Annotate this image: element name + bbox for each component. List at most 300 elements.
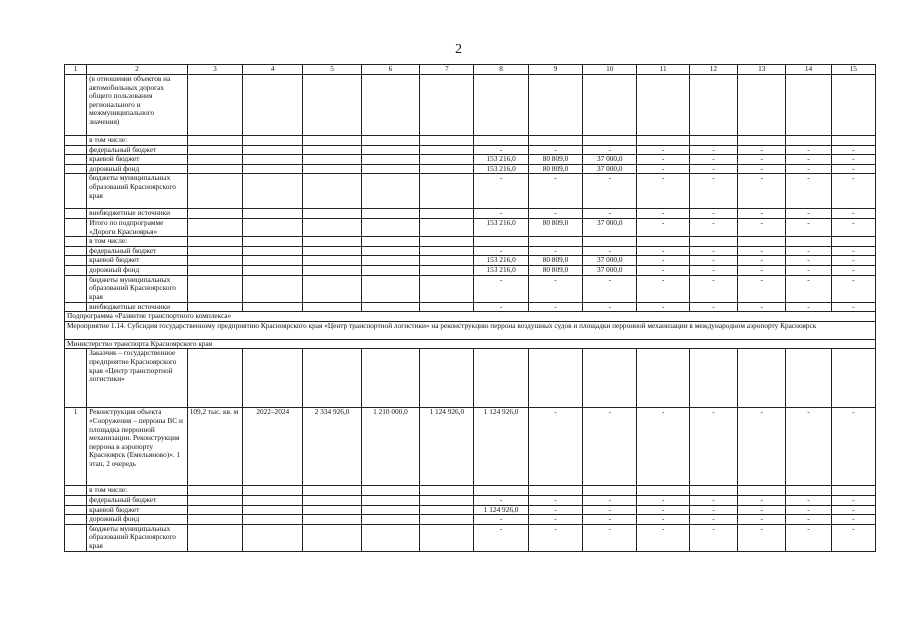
value-cell: -: [689, 302, 737, 312]
row-label: краевой бюджет: [87, 505, 188, 515]
object-name: Реконструкция объекта «Сооружения – перроны ВС и площадка перронной механизации. Реконструкция перрона в аэропорту Красноярск (Емельяново)». 1 этап, 2 очередь: [87, 408, 188, 486]
table-cell: [420, 265, 474, 275]
value-cell: -: [738, 524, 786, 551]
table-cell: [65, 275, 87, 302]
table-row: [65, 524, 876, 551]
table-cell: [361, 246, 419, 256]
table-cell: [303, 155, 361, 165]
value-cell: -: [474, 515, 528, 525]
value-cell: -: [583, 145, 637, 155]
table-cell: [187, 302, 242, 312]
table-row: [65, 349, 876, 408]
value-cell: -: [474, 246, 528, 256]
value-cell: -: [637, 515, 689, 525]
table-cell: [361, 505, 419, 515]
table-cell: [65, 246, 87, 256]
table-cell: [65, 218, 87, 236]
table-cell: [303, 218, 361, 236]
table-cell: [474, 486, 528, 496]
value-cell: -: [474, 145, 528, 155]
value-cell: -: [474, 524, 528, 551]
table-cell: [583, 486, 637, 496]
value-cell: 153 216,0: [474, 256, 528, 266]
table-cell: [65, 75, 87, 136]
value-cell: -: [637, 218, 689, 236]
table-cell: [528, 237, 582, 247]
value-cell: -: [528, 408, 582, 486]
value-cell: -: [528, 174, 582, 209]
value-cell: -: [831, 155, 875, 165]
table-cell: [420, 486, 474, 496]
value-cell: -: [786, 515, 831, 525]
value-cell: 153 216,0: [474, 218, 528, 236]
table-cell: [187, 136, 242, 146]
table-cell: [786, 75, 831, 136]
table-cell: [243, 524, 303, 551]
value-cell: -: [738, 515, 786, 525]
value-cell: -: [583, 505, 637, 515]
value-cell: -: [637, 302, 689, 312]
value-cell: -: [738, 256, 786, 266]
column-header: 12: [689, 65, 737, 75]
table-cell: [361, 155, 419, 165]
column-header: 4: [243, 65, 303, 75]
table-cell: [361, 515, 419, 525]
table-row: [65, 486, 876, 496]
value-cell: -: [831, 218, 875, 236]
value-cell: -: [689, 495, 737, 505]
table-row: [65, 505, 876, 515]
table-cell: [361, 145, 419, 155]
table-cell: [65, 237, 87, 247]
value-cell: -: [583, 515, 637, 525]
table-row: [65, 218, 876, 236]
table-cell: [361, 486, 419, 496]
table-cell: [420, 349, 474, 408]
value-cell: 37 000,0: [583, 218, 637, 236]
value-cell: -: [831, 209, 875, 219]
column-header: 8: [474, 65, 528, 75]
table-header-row: [65, 65, 876, 75]
table-cell: [474, 349, 528, 408]
table-cell: [420, 164, 474, 174]
column-header: 1: [65, 65, 87, 75]
table-cell: [361, 75, 419, 136]
table-row: [65, 75, 876, 136]
table-cell: [786, 237, 831, 247]
section-row: [65, 312, 876, 322]
table-cell: [243, 275, 303, 302]
table-cell: [786, 486, 831, 496]
value-cell: -: [474, 174, 528, 209]
table-cell: [303, 524, 361, 551]
value-cell: -: [831, 408, 875, 486]
table-cell: [243, 155, 303, 165]
value-cell: -: [474, 209, 528, 219]
row-label: в том числе:: [87, 136, 188, 146]
table-cell: [65, 256, 87, 266]
table-cell: [637, 136, 689, 146]
value-cell: 1 124 926,0: [474, 505, 528, 515]
value-cell: -: [637, 155, 689, 165]
table-cell: [65, 164, 87, 174]
column-header: 10: [583, 65, 637, 75]
column-header: 5: [303, 65, 361, 75]
table-cell: [689, 486, 737, 496]
value-cell: -: [689, 246, 737, 256]
table-cell: [738, 486, 786, 496]
value-cell: -: [738, 246, 786, 256]
measure-title: Мероприятие 1.14. Субсидия государственному предприятию Красноярского края «Центр транспортной логистики» на реконструкцию перрона воздушных судов и площадки перронной механизации в международном аэропорту Красноярск: [65, 321, 876, 339]
value-cell: 80 809,0: [528, 164, 582, 174]
table-cell: [420, 237, 474, 247]
table-cell: [243, 218, 303, 236]
table-cell: [303, 164, 361, 174]
table-cell: [361, 302, 419, 312]
table-cell: [187, 275, 242, 302]
table-cell: [420, 246, 474, 256]
value-cell: -: [831, 524, 875, 551]
row-label: краевой бюджет: [87, 155, 188, 165]
table-cell: [361, 495, 419, 505]
table-cell: [243, 246, 303, 256]
row-number: 1: [65, 408, 87, 486]
value-cell: -: [786, 155, 831, 165]
value-cell: -: [528, 246, 582, 256]
table-cell: [243, 505, 303, 515]
value-cell: -: [786, 145, 831, 155]
value-cell: -: [831, 265, 875, 275]
section-row: [65, 321, 876, 339]
table-cell: [420, 495, 474, 505]
value-cell: -: [474, 495, 528, 505]
value-cell: -: [583, 209, 637, 219]
table-cell: [474, 136, 528, 146]
table-cell: [303, 265, 361, 275]
value-cell: 1 210 000,0: [361, 408, 419, 486]
value-cell: -: [474, 275, 528, 302]
row-label: в том числе:: [87, 237, 188, 247]
table-cell: [243, 265, 303, 275]
table-cell: [831, 75, 875, 136]
table-cell: [361, 256, 419, 266]
table-cell: [361, 524, 419, 551]
table-cell: [474, 237, 528, 247]
table-row: [65, 246, 876, 256]
table-row: [65, 155, 876, 165]
table-cell: [65, 136, 87, 146]
table-cell: [361, 164, 419, 174]
table-cell: [303, 246, 361, 256]
value-cell: 80 809,0: [528, 218, 582, 236]
table-cell: [65, 524, 87, 551]
table-cell: [187, 218, 242, 236]
table-cell: [474, 75, 528, 136]
row-label: дорожный фонд: [87, 515, 188, 525]
row-label: бюджеты муниципальных образований Красноярского края: [87, 174, 188, 209]
row-label: дорожный фонд: [87, 265, 188, 275]
value-cell: -: [738, 209, 786, 219]
row-label: краевой бюджет: [87, 256, 188, 266]
value-cell: -: [786, 265, 831, 275]
table-row: [65, 174, 876, 209]
value-cell: -: [831, 302, 875, 312]
table-cell: [420, 145, 474, 155]
table-cell: [361, 237, 419, 247]
table-cell: [65, 495, 87, 505]
value-cell: -: [637, 246, 689, 256]
table-cell: [65, 155, 87, 165]
value-cell: -: [689, 515, 737, 525]
table-cell: [583, 349, 637, 408]
page-number: 2: [455, 42, 462, 57]
table-cell: [361, 349, 419, 408]
table-cell: [361, 136, 419, 146]
value-cell: -: [528, 145, 582, 155]
period-cell: 2022–2024: [243, 408, 303, 486]
table-cell: [65, 265, 87, 275]
column-header: 9: [528, 65, 582, 75]
value-cell: -: [786, 495, 831, 505]
value-cell: -: [689, 164, 737, 174]
table-cell: [303, 515, 361, 525]
value-cell: 153 216,0: [474, 164, 528, 174]
value-cell: -: [637, 505, 689, 515]
table-cell: [583, 75, 637, 136]
table-cell: [420, 174, 474, 209]
table-cell: [65, 302, 87, 312]
table-cell: [243, 145, 303, 155]
table-cell: [65, 145, 87, 155]
capacity-cell: 109,2 тыс. кв. м: [187, 408, 242, 486]
table-cell: [187, 246, 242, 256]
table-cell: [689, 237, 737, 247]
table-cell: [187, 164, 242, 174]
value-cell: -: [831, 256, 875, 266]
table-row: [65, 237, 876, 247]
row-label: федеральный бюджет: [87, 145, 188, 155]
table-cell: [303, 505, 361, 515]
value-cell: -: [689, 408, 737, 486]
column-header: 7: [420, 65, 474, 75]
value-cell: -: [831, 246, 875, 256]
value-cell: -: [689, 505, 737, 515]
value-cell: -: [738, 505, 786, 515]
value-cell: 37 000,0: [583, 265, 637, 275]
value-cell: -: [474, 302, 528, 312]
value-cell: -: [637, 145, 689, 155]
table-cell: [187, 174, 242, 209]
value-cell: -: [528, 495, 582, 505]
value-cell: -: [786, 408, 831, 486]
value-cell: -: [689, 275, 737, 302]
column-header: 13: [738, 65, 786, 75]
value-cell: -: [689, 209, 737, 219]
row-label: федеральный бюджет: [87, 246, 188, 256]
table-cell: [187, 209, 242, 219]
table-cell: [65, 349, 87, 408]
table-cell: [831, 136, 875, 146]
value-cell: -: [689, 256, 737, 266]
value-cell: 1 124 926,0: [474, 408, 528, 486]
table-cell: [303, 136, 361, 146]
table-cell: [528, 136, 582, 146]
value-cell: -: [689, 265, 737, 275]
value-cell: -: [637, 256, 689, 266]
table-cell: [243, 209, 303, 219]
table-cell: [420, 302, 474, 312]
value-cell: -: [738, 164, 786, 174]
table-cell: [786, 349, 831, 408]
value-cell: -: [583, 524, 637, 551]
value-cell: 37 000,0: [583, 164, 637, 174]
table-row: [65, 136, 876, 146]
value-cell: -: [689, 524, 737, 551]
table-cell: [420, 505, 474, 515]
table-cell: [420, 524, 474, 551]
table-cell: [361, 218, 419, 236]
row-label: федеральный бюджет: [87, 495, 188, 505]
subprogram-title: Подпрограмма «Развитие транспортного комплекса»: [65, 312, 876, 322]
value-cell: -: [637, 164, 689, 174]
table-cell: [738, 136, 786, 146]
value-cell: -: [637, 495, 689, 505]
table-cell: [637, 75, 689, 136]
table-cell: [303, 486, 361, 496]
table-cell: [243, 349, 303, 408]
table-row: [65, 302, 876, 312]
table-cell: [831, 349, 875, 408]
table-cell: [420, 256, 474, 266]
table-row: [65, 495, 876, 505]
table-cell: [243, 495, 303, 505]
value-cell: -: [786, 218, 831, 236]
table-cell: [420, 218, 474, 236]
table-row: [65, 164, 876, 174]
table-cell: [689, 75, 737, 136]
value-cell: -: [831, 275, 875, 302]
table-cell: [187, 524, 242, 551]
table-cell: [361, 174, 419, 209]
ministry-title: Министерство транспорта Красноярского края: [65, 339, 876, 349]
value-cell: -: [528, 505, 582, 515]
value-cell: -: [583, 275, 637, 302]
table-cell: [243, 515, 303, 525]
column-header: 3: [187, 65, 242, 75]
value-cell: -: [528, 275, 582, 302]
table-cell: [361, 209, 419, 219]
table-cell: [420, 75, 474, 136]
value-cell: -: [738, 302, 786, 312]
budget-table: [64, 64, 876, 552]
table-row: [65, 265, 876, 275]
table-row: [65, 209, 876, 219]
table-cell: [187, 349, 242, 408]
table-cell: [738, 75, 786, 136]
table-cell: [243, 237, 303, 247]
table-cell: [528, 486, 582, 496]
value-cell: -: [786, 164, 831, 174]
value-cell: -: [528, 524, 582, 551]
value-cell: -: [738, 174, 786, 209]
table-cell: [420, 136, 474, 146]
row-label: дорожный фонд: [87, 164, 188, 174]
table-cell: [303, 174, 361, 209]
row-label: внебюджетные источники: [87, 302, 188, 312]
table-cell: [243, 164, 303, 174]
value-cell: -: [689, 174, 737, 209]
value-cell: 37 000,0: [583, 256, 637, 266]
value-cell: -: [583, 408, 637, 486]
value-cell: -: [637, 408, 689, 486]
table-row: [65, 408, 876, 486]
value-cell: -: [528, 515, 582, 525]
table-cell: [303, 302, 361, 312]
value-cell: -: [583, 302, 637, 312]
value-cell: -: [738, 218, 786, 236]
table-cell: [361, 265, 419, 275]
value-cell: -: [689, 155, 737, 165]
value-cell: 80 809,0: [528, 155, 582, 165]
table-cell: [637, 486, 689, 496]
table-cell: [583, 136, 637, 146]
table-cell: [583, 237, 637, 247]
column-header: 6: [361, 65, 419, 75]
table-cell: [303, 275, 361, 302]
table-cell: [187, 265, 242, 275]
table-cell: [303, 495, 361, 505]
value-cell: -: [738, 145, 786, 155]
table-cell: [420, 209, 474, 219]
row-label: в том числе:: [87, 486, 188, 496]
table-cell: [187, 155, 242, 165]
table-cell: [187, 145, 242, 155]
value-cell: -: [637, 265, 689, 275]
table-cell: [786, 136, 831, 146]
value-cell: -: [583, 246, 637, 256]
table-cell: [420, 275, 474, 302]
table-cell: [528, 349, 582, 408]
row-label: бюджеты муниципальных образований Красноярского края: [87, 275, 188, 302]
table-cell: [689, 349, 737, 408]
value-cell: -: [637, 209, 689, 219]
table-cell: [831, 486, 875, 496]
value-cell: -: [528, 302, 582, 312]
value-cell: -: [786, 256, 831, 266]
value-cell: 153 216,0: [474, 155, 528, 165]
row-label: внебюджетные источники: [87, 209, 188, 219]
table-row: [65, 145, 876, 155]
value-cell: -: [786, 246, 831, 256]
value-cell: 80 809,0: [528, 256, 582, 266]
table-cell: [420, 155, 474, 165]
value-cell: -: [786, 275, 831, 302]
value-cell: -: [689, 145, 737, 155]
table-cell: [65, 174, 87, 209]
table-cell: [187, 486, 242, 496]
value-cell: 2 334 926,0: [303, 408, 361, 486]
table-row: [65, 515, 876, 525]
table-cell: [637, 349, 689, 408]
value-cell: -: [583, 495, 637, 505]
table-cell: [637, 237, 689, 247]
table-cell: [689, 136, 737, 146]
table-cell: [243, 136, 303, 146]
value-cell: -: [786, 505, 831, 515]
row-label: бюджеты муниципальных образований Красноярского края: [87, 524, 188, 551]
table-cell: [65, 209, 87, 219]
column-header: 15: [831, 65, 875, 75]
